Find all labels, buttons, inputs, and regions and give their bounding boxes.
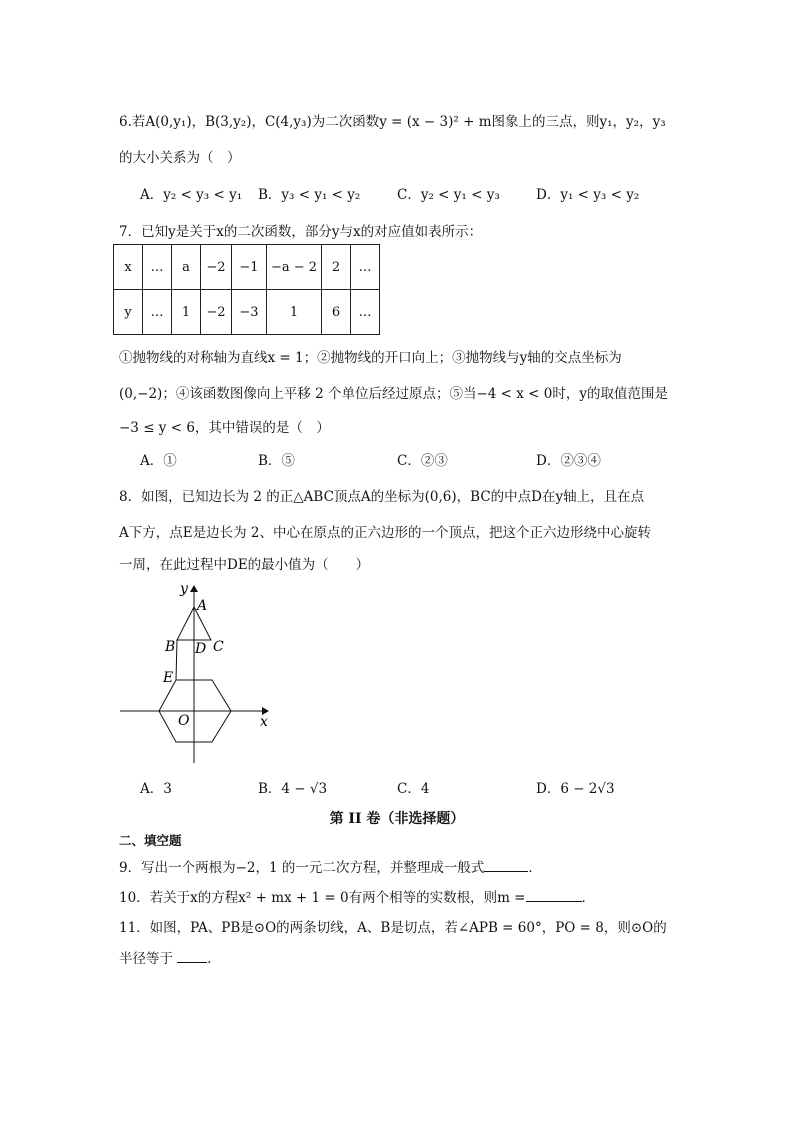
label-x: x [260, 714, 268, 730]
table-cell: −a − 2 [267, 245, 322, 290]
q8-option-a[interactable]: A．3 [140, 781, 172, 797]
q11-answer-blank[interactable] [177, 948, 207, 963]
q6-option-d[interactable]: D．y₁ < y₃ < y₂ [536, 187, 640, 203]
table-cell: 6 [322, 290, 351, 335]
q7-stem: 7．已知y是关于x的二次函数，部分y与x的对应值如表所示： [119, 224, 483, 240]
label-c: C [213, 639, 224, 655]
q8-stem-line-3: 一周，在此过程中DE的最小值为（ ） [119, 557, 370, 573]
q7-option-a[interactable]: A．① [140, 453, 177, 469]
label-b: B [165, 639, 176, 655]
label-o: O [178, 713, 190, 729]
q9-stem: 9．写出一个两根为−2，1 的一元二次方程，并整理成一般式 ． [119, 856, 542, 876]
q7-options [140, 449, 700, 469]
table-cell: 1 [172, 290, 201, 335]
q7-statements-line-3: −3 ≤ y < 6，其中错误的是（ ） [119, 420, 330, 436]
q10-text: 10．若关于x的方程x² + mx + 1 = 0有两个相等的实数根，则m = [119, 890, 526, 906]
q8-options [140, 777, 700, 797]
label-e: E [163, 670, 174, 686]
table-cell: x [114, 245, 143, 290]
table-cell: … [143, 245, 172, 290]
table-cell: … [351, 290, 380, 335]
q7-option-b[interactable]: B．⑤ [258, 453, 295, 469]
label-y: y [180, 581, 188, 597]
q7-statements-line-1: ①抛物线的对称轴为直线x = 1；②抛物线的开口向上；③抛物线与y轴的交点坐标为 [119, 350, 622, 366]
q6-options [140, 183, 700, 203]
q8-option-d[interactable]: D．6 − 2√3 [536, 781, 615, 797]
table-cell: 2 [322, 245, 351, 290]
table-row [114, 245, 380, 290]
q6-option-a[interactable]: A．y₂ < y₃ < y₁ [140, 187, 243, 203]
q9-answer-blank[interactable] [484, 857, 528, 872]
q11-stem-line-2: 半径等于 ． [119, 947, 221, 967]
table-cell: −2 [201, 245, 232, 290]
q8-option-b[interactable]: B．4 − √3 [258, 781, 328, 797]
table-cell: 1 [267, 290, 322, 335]
q11-text: 半径等于 [119, 951, 173, 967]
q6-option-b[interactable]: B．y₃ < y₁ < y₂ [258, 187, 361, 203]
q7-option-d[interactable]: D．②③④ [536, 453, 601, 469]
q8-figure [116, 580, 286, 770]
q10-answer-blank[interactable] [526, 887, 582, 902]
q9-text: 9．写出一个两根为−2，1 的一元二次方程，并整理成一般式 [119, 860, 485, 876]
q7-option-c[interactable]: C．②③ [397, 453, 448, 469]
table-cell: −3 [232, 290, 267, 335]
table-row [114, 290, 380, 335]
q6-option-c[interactable]: C．y₂ < y₁ < y₃ [397, 187, 500, 203]
q8-stem-line-1: 8．如图，已知边长为 2 的正△ABC顶点A的坐标为(0,6)，BC的中点D在y轴上，且在点 [119, 489, 645, 505]
q8-stem-line-2: A下方，点E是边长为 2、中心在原点的正六边形的一个顶点，把这个正六边形绕中心旋转 [119, 525, 651, 541]
q6-stem-line-2: 的大小关系为（ ） [119, 150, 241, 166]
section-title: 第 II 卷（非选择题） [329, 811, 465, 827]
section-subtitle: 二、填空题 [119, 833, 182, 848]
table-cell: y [114, 290, 143, 335]
q8-option-c[interactable]: C．4 [397, 781, 430, 797]
table-cell: … [143, 290, 172, 335]
q11-stem-line-1: 11．如图，PA、PB是⊙O的两条切线，A、B是切点，若∠APB = 60°，PO = 8，则⊙O的 [119, 920, 667, 936]
table-cell: a [172, 245, 201, 290]
table-cell: −1 [232, 245, 267, 290]
table-cell: −2 [201, 290, 232, 335]
q6-stem-line-1: 6.若A(0,y₁)，B(3,y₂)，C(4,y₃)为二次函数y = (x − 3)² + m图象上的三点，则y₁，y₂，y₃ [119, 114, 666, 130]
q7-statements-line-2: (0,−2)；④该函数图像向上平移 2 个单位后经过原点；⑤当−4 < x < 0时，y的取值范围是 [119, 386, 669, 402]
label-d: D [195, 641, 207, 657]
segment-be [176, 640, 177, 680]
q7-value-table [113, 244, 380, 335]
table-cell: … [351, 245, 380, 290]
q10-stem: 10．若关于x的方程x² + mx + 1 = 0有两个相等的实数根，则m = ． [119, 886, 595, 906]
label-a: A [197, 598, 208, 614]
